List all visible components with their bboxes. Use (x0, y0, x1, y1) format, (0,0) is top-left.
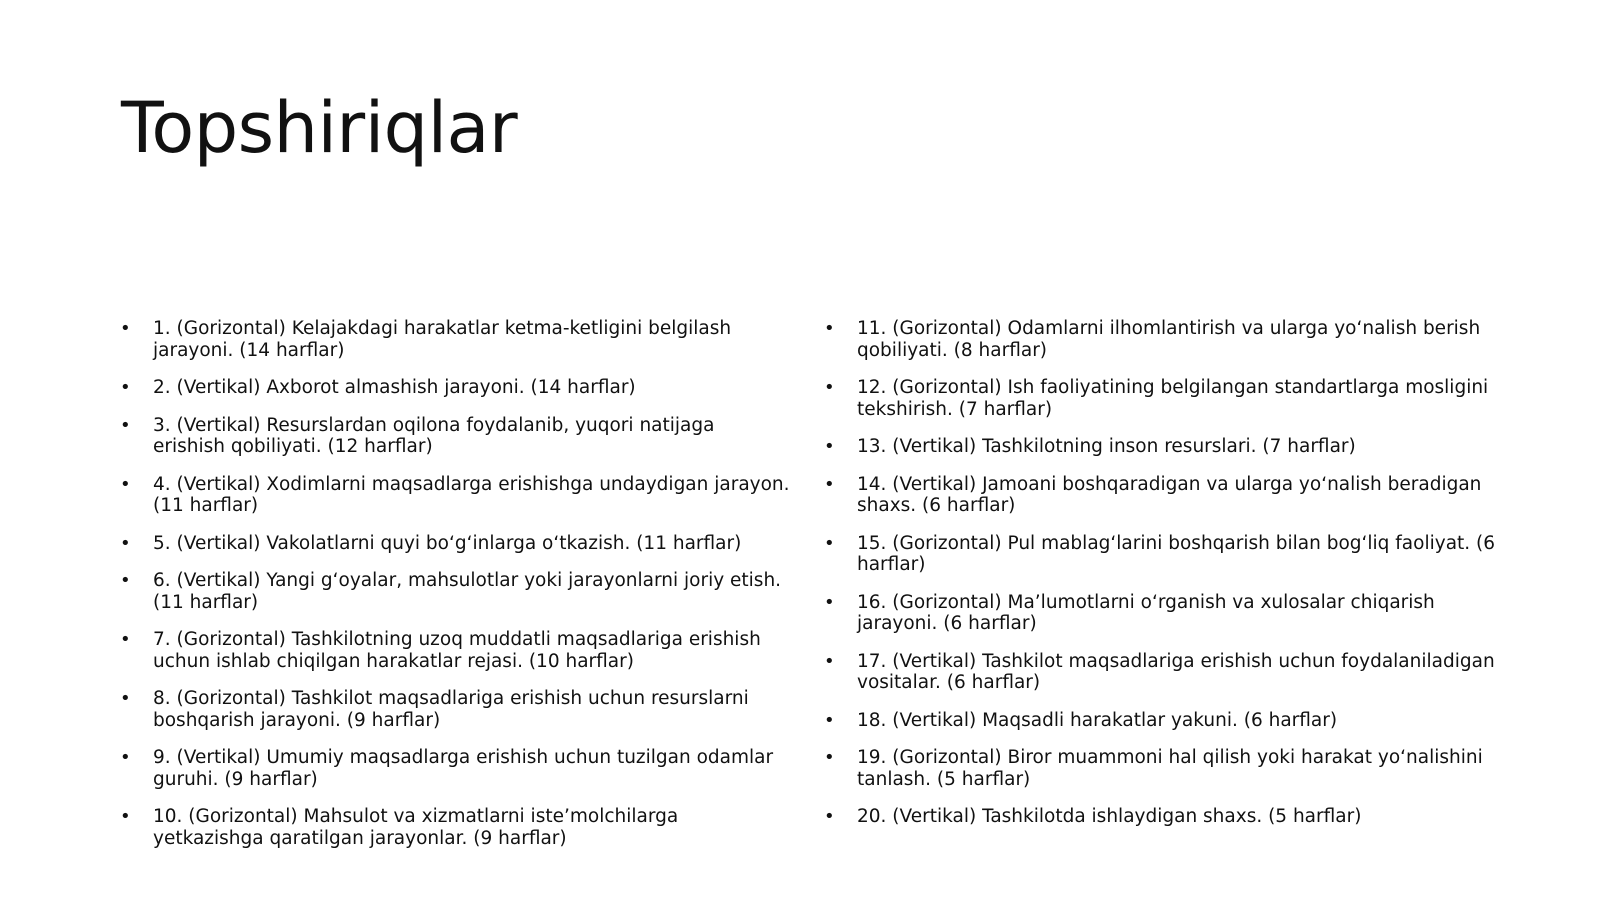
bullet-icon: • (824, 318, 835, 339)
list-item-text: 6. (Vertikal) Yangi g‘oyalar, mahsulotlar yoki jarayonlarni joriy etish. (11 harflar) (153, 570, 782, 613)
list-item-text: 9. (Vertikal) Umumiy maqsadlarga erishish uchun tuzilgan odamlar guruhi. (9 harflar) (153, 747, 774, 790)
bullet-icon: • (120, 414, 131, 436)
list-item (824, 474, 1504, 517)
bullet-icon: • (824, 473, 835, 495)
list-item-text: 17. (Vertikal) Tashkilot maqsadlariga erishish uchun foydalaniladigan vositalar. (6 harflar) (857, 650, 1495, 693)
list-item-text: 10. (Gorizontal) Mahsulot va xizmatlarni iste’molchilarga yetkazishga qaratilgan jarayonlar. (9 harflar) (153, 806, 679, 849)
list-item-text: 14. (Vertikal) Jamoani boshqaradigan va ularga yo‘nalish beradigan shaxs. (6 harflar) (857, 473, 1482, 516)
list-item-text: 3. (Vertikal) Resurslardan oqilona foydalanib, yuqori natijaga erishish qobiliyati. (12 harflar) (153, 414, 715, 457)
bullet-icon: • (120, 532, 131, 554)
bullet-icon: • (120, 473, 131, 495)
list-item-text: 15. (Gorizontal) Pul mablag‘larini boshqarish bilan bog‘liq faoliyat. (6 harflar) (857, 532, 1496, 575)
task-list-left (120, 318, 790, 865)
list-item (824, 318, 1504, 361)
list-item-text: 18. (Vertikal) Maqsadli harakatlar yakuni. (6 harflar) (857, 709, 1338, 731)
bullet-icon: • (824, 377, 835, 398)
bullet-icon: • (120, 747, 131, 768)
list-item-text: 5. (Vertikal) Vakolatlarni quyi bo‘g‘inlarga o‘tkazish. (11 harflar) (153, 532, 742, 554)
list-item-text: 7. (Gorizontal) Tashkilotning uzoq muddatli maqsadlariga erishish uchun ishlab chiqilgan harakatlar rejasi. (10 harflar) (153, 629, 761, 672)
list-item (120, 474, 790, 517)
list-item (824, 377, 1504, 420)
list-item (824, 592, 1504, 635)
list-item (120, 533, 790, 555)
bullet-icon: • (120, 688, 131, 709)
list-item (824, 533, 1504, 576)
bullet-icon: • (120, 377, 131, 398)
task-list-right (824, 318, 1504, 844)
bullet-icon: • (824, 532, 835, 554)
bullet-icon: • (824, 747, 835, 768)
list-item (824, 747, 1504, 790)
list-item (824, 436, 1504, 458)
bullet-icon: • (824, 591, 835, 613)
list-item-text: 1. (Gorizontal) Kelajakdagi harakatlar ketma-ketligini belgilash jarayoni. (14 harflar) (153, 318, 732, 361)
list-item-text: 8. (Gorizontal) Tashkilot maqsadlariga erishish uchun resurslarni boshqarish jarayoni. (9 harflar) (153, 688, 749, 731)
list-item-text: 11. (Gorizontal) Odamlarni ilhomlantirish va ularga yo‘nalish berish qobiliyati. (8 harflar) (857, 318, 1481, 361)
list-item (824, 651, 1504, 694)
bullet-icon: • (824, 436, 835, 457)
bullet-icon: • (824, 650, 835, 672)
bullet-icon: • (120, 318, 131, 339)
list-item (120, 318, 790, 361)
list-item (824, 710, 1504, 732)
list-item-text: 12. (Gorizontal) Ish faoliyatining belgilangan standartlarga mosligini tekshirish. (7 harflar) (857, 377, 1489, 420)
list-item (824, 806, 1504, 828)
list-item (120, 688, 790, 731)
bullet-icon: • (824, 806, 835, 827)
list-item (120, 806, 790, 849)
list-item (120, 629, 790, 672)
list-item-text: 16. (Gorizontal) Ma’lumotlarni o‘rganish va xulosalar chiqarish jarayoni. (6 harflar) (857, 591, 1435, 634)
list-item (120, 415, 790, 458)
slide-title: Topshiriqlar (121, 87, 518, 169)
list-item-text: 19. (Gorizontal) Biror muammoni hal qilish yoki harakat yo‘nalishini tanlash. (5 harflar) (857, 747, 1483, 790)
list-item (120, 570, 790, 613)
bullet-icon: • (120, 570, 131, 591)
list-item (120, 747, 790, 790)
list-item-text: 4. (Vertikal) Xodimlarni maqsadlarga erishishga undaydigan jarayon. (11 harflar) (153, 473, 790, 516)
list-item-text: 2. (Vertikal) Axborot almashish jarayoni. (14 harflar) (153, 377, 636, 398)
list-item-text: 13. (Vertikal) Tashkilotning inson resurslari. (7 harflar) (857, 436, 1356, 457)
bullet-icon: • (120, 629, 131, 650)
list-item-text: 20. (Vertikal) Tashkilotda ishlaydigan shaxs. (5 harflar) (857, 806, 1362, 827)
list-item (120, 377, 790, 399)
bullet-icon: • (824, 709, 835, 731)
bullet-icon: • (120, 806, 131, 827)
